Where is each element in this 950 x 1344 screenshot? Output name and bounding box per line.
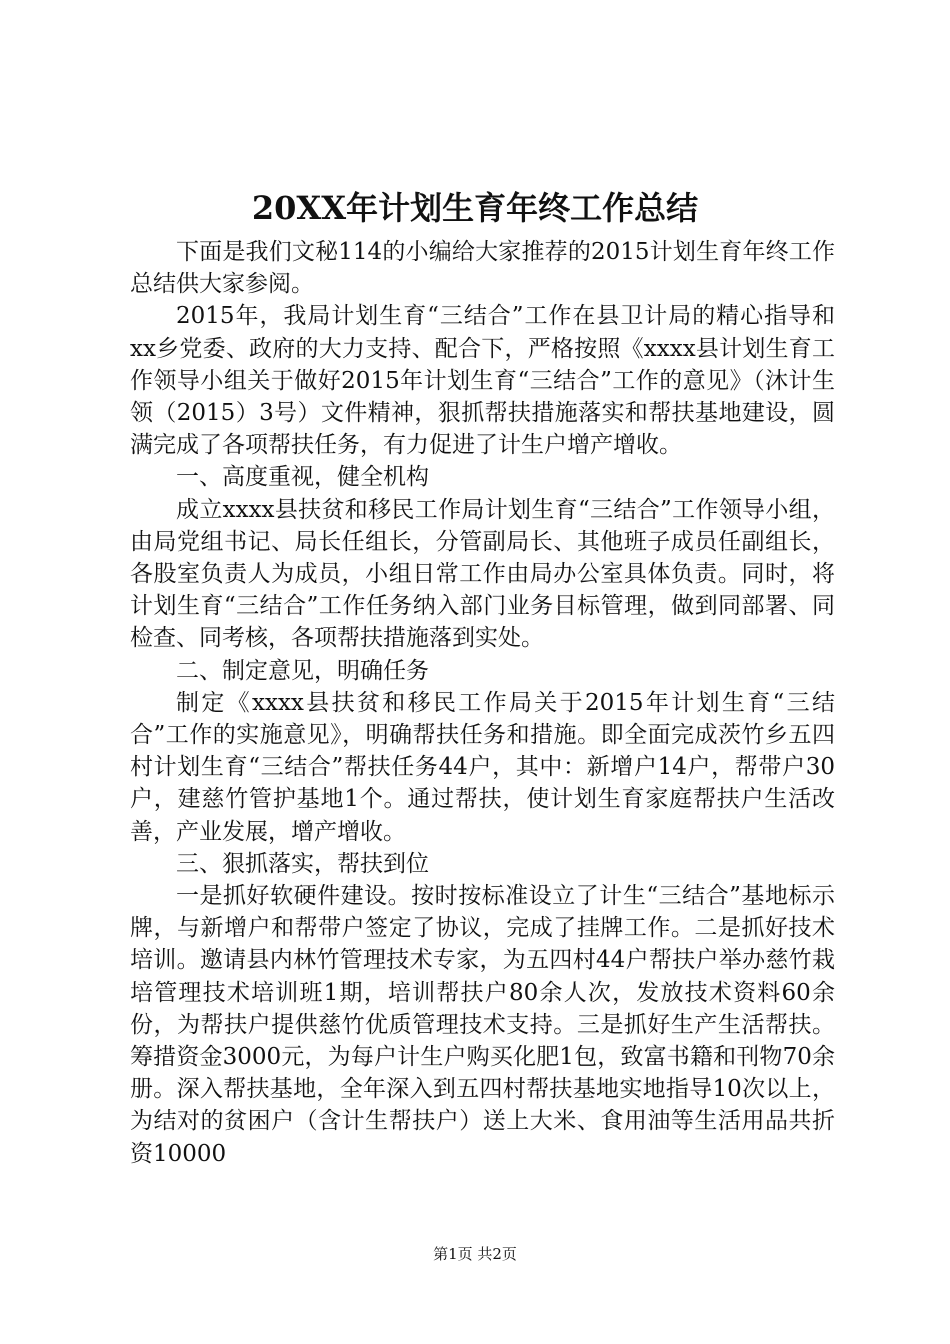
section-heading-2: 二、制定意见，明确任务 — [176, 657, 429, 684]
paragraph-overview: 2015年，我局计划生育“三结合”工作在县卫计局的精心指导和xx乡党委、政府的大力支持、配合下，严格按照《xxxx县计划生育工作领导小组关于做好2015年计划生育“三结合”工作的意见》（沐计生领（2015）3号）文件精神，狠抓帮扶措施落实和帮扶基地建设，圆满完成了各项帮扶任务，有力促进了计生户增产增收。 — [130, 303, 835, 459]
document-title: 20XX年计划生育年终工作总结 — [251, 189, 699, 227]
paragraph-section-2: 制定《xxxx县扶贫和移民工作局关于2015年计划生育“三结合”工作的实施意见》，明确帮扶任务和措施。即全面完成茨竹乡五四村计划生育“三结合”帮扶任务44户，其中：新增户14户，帮带户30户，建慈竹管护基地1个。通过帮扶，使计划生育家庭帮扶户生活改善，产业发展，增产增收。 — [130, 689, 835, 845]
document-body — [130, 236, 835, 1170]
page-footer: 第1页 共2页 — [433, 1245, 517, 1263]
section-heading-3: 三、狠抓落实，帮扶到位 — [176, 850, 429, 877]
paragraph-section-1: 成立xxxx县扶贫和移民工作局计划生育“三结合”工作领导小组，由局党组书记、局长任组长，分管副局长、其他班子成员任副组长，各股室负责人为成员，小组日常工作由局办公室具体负责。同时，将计划生育“三结合”工作任务纳入部门业务目标管理，做到同部署、同检查、同考核，各项帮扶措施落到实处。 — [130, 496, 835, 652]
paragraph-intro: 下面是我们文秘114的小编给大家推荐的2015计划生育年终工作总结供大家参阅。 — [130, 239, 835, 298]
section-heading-1: 一、高度重视，健全机构 — [176, 464, 429, 491]
paragraph-section-3: 一是抓好软硬件建设。按时按标准设立了计生“三结合”基地标示牌，与新增户和帮带户签定了协议，完成了挂牌工作。二是抓好技术培训。邀请县内林竹管理技术专家，为五四村44户帮扶户举办慈竹栽培管理技术培训班1期，培训帮扶户80余人次，发放技术资料60余份，为帮扶户提供慈竹优质管理技术支持。三是抓好生产生活帮扶。筹措资金3000元，为每户计生户购买化肥1包，致富书籍和刊物70余册。深入帮扶基地，全年深入到五四村帮扶基地实地指导10次以上，为结对的贫困户（含计生帮扶户）送上大米、食用油等生活用品共折资10000 — [130, 883, 835, 1167]
